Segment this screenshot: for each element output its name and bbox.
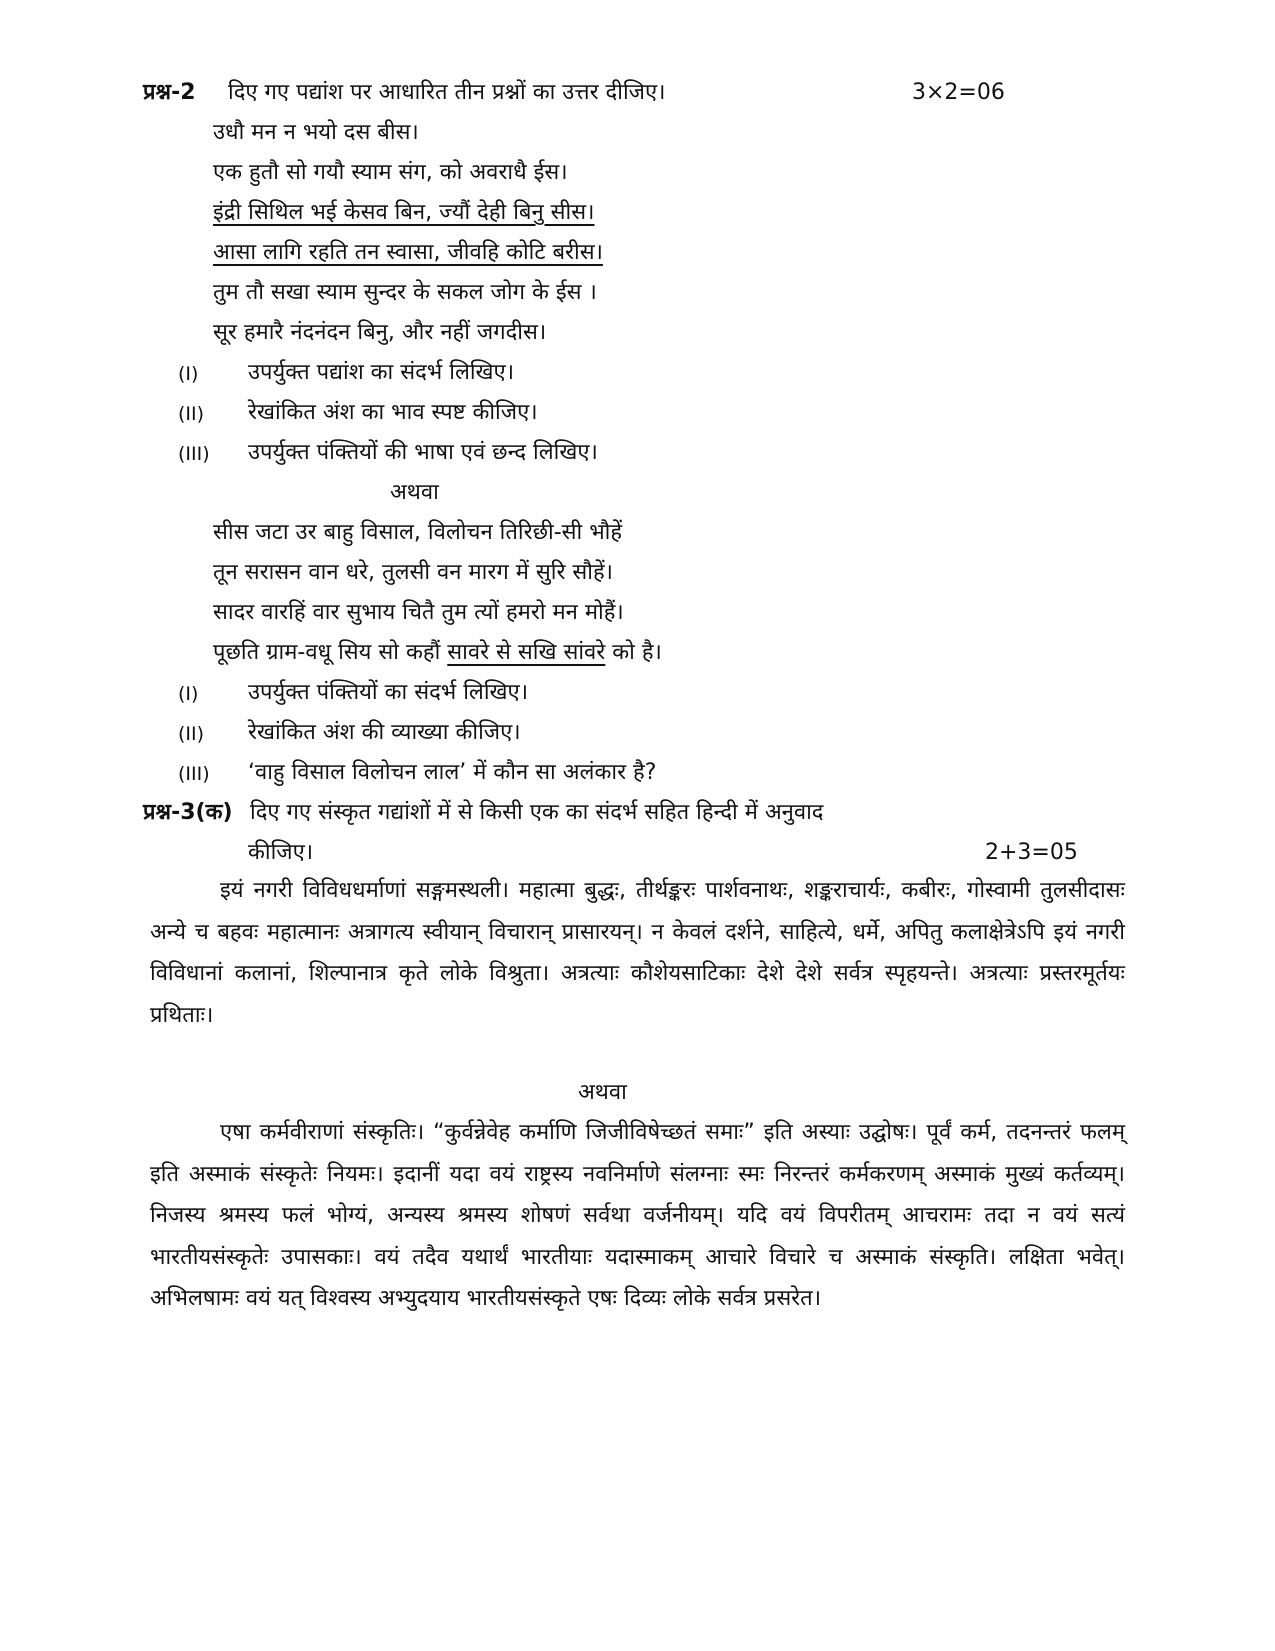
verse1-line-2: एक हुतौ सो गयौ स्याम संग, को अवराधै ईस। bbox=[213, 160, 568, 185]
sanskrit-passage-1: इयं नगरी विविधधर्माणां सङ्गमस्थली। महात्मा बुद्धः, तीर्थङ्करः पार्शवनाथः, शङ्कराचार्यः, कबीरः, गोस्वामी तुलसीदासः अन्ये च बहवः महात्मानः अत्रागत्य स्वीयान् विचारान् प्रासारयन्। न केवलं दर्शने, साहित्ये, धर्मे, अपितु कलाक्षेत्रेऽपि इयं नगरी विविधानां कलानां, शिल्पानात्र कृते लोके विश्रुता। अत्रत्याः कौशेयसाटिकाः देशे देशे सर्वत्र स्पृहयन्ते। अत्रत्याः प्रस्तरमूर्तयः प्रथिताः। bbox=[150, 878, 1125, 1028]
verse2-line-4 bbox=[213, 642, 662, 664]
verse2-line-4-underlined: सावरे से सखि सांवरे bbox=[447, 640, 606, 665]
q2-alt-sub1-text: उपर्युक्त पंक्तियों का संदर्भ लिखिए। bbox=[248, 680, 529, 705]
verse2-line-4-before: पूछति ग्राम-वधू सिय सो कहौं bbox=[213, 640, 448, 665]
q3-instruction-line-2: कीजिए। bbox=[248, 840, 314, 865]
verse1-line-6: सूर हमारै नंदनंदन बिनु, और नहीं जगदीस। bbox=[213, 320, 547, 345]
verse2-line-3: सादर वारहिं वार सुभाय चितै तुम त्यों हमरो मन मोहैं। bbox=[213, 600, 624, 625]
q2-or-label: अथवा bbox=[390, 480, 439, 505]
q3-label: प्रश्न-3(क) bbox=[143, 800, 233, 825]
verse2-line-1: सीस जटा उर बाहु विसाल, विलोचन तिरिछी-सी भौहें bbox=[213, 520, 623, 545]
q2-sub3-text: उपर्युक्त पंक्तियों की भाषा एवं छन्द लिखिए। bbox=[248, 440, 598, 465]
q2-label: प्रश्न-2 bbox=[143, 80, 196, 105]
q3-marks: 2+3=05 bbox=[985, 840, 1078, 865]
verse2-line-2: तून सरासन वान धरे, तुलसी वन मारग में सुरि सौहें। bbox=[213, 560, 614, 585]
q2-sub1-num: (I) bbox=[178, 363, 199, 385]
verse1-line-1: उधौ मन न भयो दस बीस। bbox=[213, 120, 419, 145]
q2-alt-sub3-text: ‘वाहु विसाल विलोचन लाल’ में कौन सा अलंकार है? bbox=[248, 760, 657, 785]
q2-alt-sub1-num: (I) bbox=[178, 683, 199, 705]
q2-sub1-text: उपर्युक्त पद्यांश का संदर्भ लिखिए। bbox=[248, 360, 515, 385]
verse2-line-4-after: को है। bbox=[605, 640, 662, 665]
q2-marks: 3×2=06 bbox=[912, 80, 1005, 105]
verse1-line-4-underlined: आसा लागि रहति तन स्वासा, जीवहि कोटि बरीस। bbox=[213, 240, 603, 265]
q2-instruction: दिए गए पद्यांश पर आधारित तीन प्रश्नों का उत्तर दीजिए। bbox=[228, 80, 666, 105]
verse1-line-3-underlined: इंद्री सिथिल भई केसव बिन, ज्यौं देही बिनु सीस। bbox=[213, 200, 595, 225]
q2-alt-sub2-num: (II) bbox=[178, 723, 205, 745]
q3-or-label: अथवा bbox=[578, 1080, 627, 1105]
q2-alt-sub3-num: (III) bbox=[178, 763, 210, 785]
q2-sub2-num: (II) bbox=[178, 403, 205, 425]
q2-alt-sub2-text: रेखांकित अंश की व्याख्या कीजिए। bbox=[248, 720, 521, 745]
sanskrit-passage-2: एषा कर्मवीराणां संस्कृतिः। “कुर्वन्नेवेह कर्माणि जिजीविषेच्छतं समाः” इति अस्याः उद्घोषः। पूर्वं कर्म, तदनन्तरं फलम् इति अस्माकं संस्कृतेः नियमः। इदानीं यदा वयं राष्ट्रस्य नवनिर्माणे संलग्नाः स्मः निरन्तरं कर्मकरणम् अस्माकं मुख्यं कर्तव्यम्। निजस्य श्रमस्य फलं भोग्यं, अन्यस्य श्रमस्य शोषणं सर्वथा वर्जनीयम्। यदि वयं विपरीतम् आचरामः तदा न वयं सत्यं भारतीयसंस्कृतेः उपासकाः। वयं तदैव यथार्थं भारतीयाः यदास्माकम् आचारे विचारे च अस्माकं संस्कृति। लक्षिता भवेत्। अभिलषामः वयं यत् विश्वस्य अभ्युदयाय भारतीयसंस्कृते एषः दिव्यः लोके सर्वत्र प्रसरेत। bbox=[150, 1120, 1125, 1311]
q3-instruction-line-1: दिए गए संस्कृत गद्यांशों में से किसी एक का संदर्भ सहित हिन्दी में अनुवाद bbox=[250, 800, 824, 825]
q2-sub3-num: (III) bbox=[178, 443, 210, 465]
verse1-line-5: तुम तौ सखा स्याम सुन्दर के सकल जोग के ईस । bbox=[213, 280, 597, 305]
q2-sub2-text: रेखांकित अंश का भाव स्पष्ट कीजिए। bbox=[248, 400, 538, 425]
